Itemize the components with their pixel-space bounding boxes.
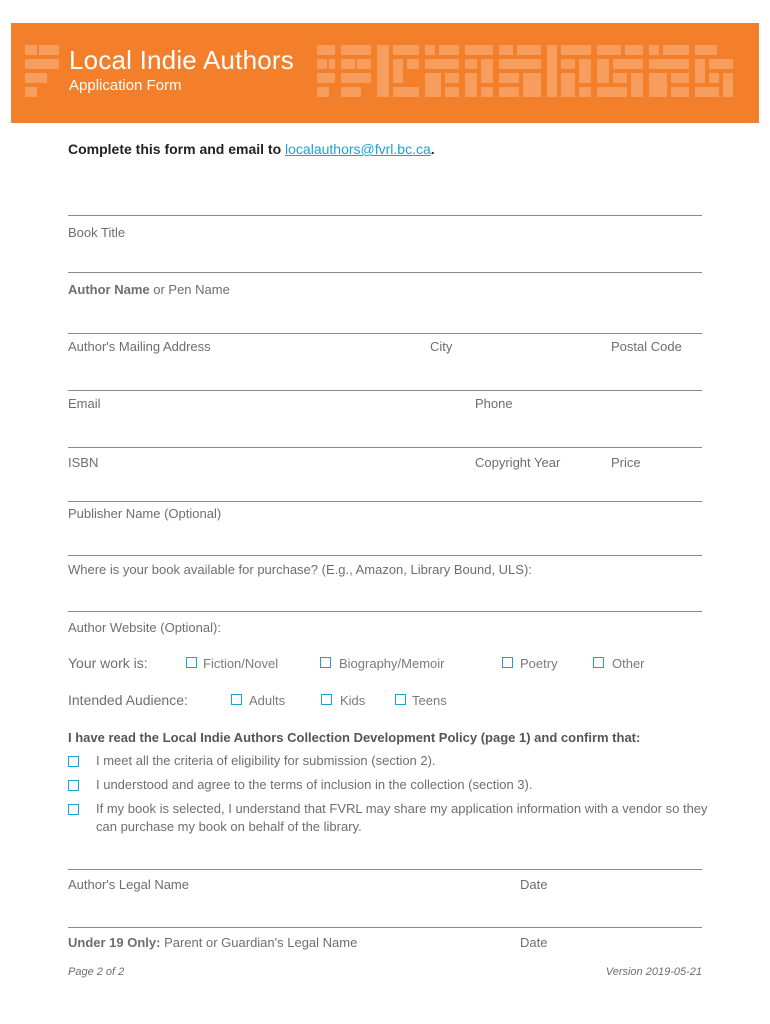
kids-option-label: Kids — [340, 693, 366, 708]
website-label: Author Website (Optional): — [68, 620, 221, 635]
version-label: Version 2019-05-21 — [605, 966, 702, 978]
guardian-name-label — [68, 935, 357, 950]
fiction-checkbox[interactable] — [186, 657, 197, 668]
poetry-option-label: Poetry — [520, 656, 558, 671]
publisher-label: Publisher Name (Optional) — [68, 506, 222, 521]
header-banner — [11, 23, 759, 123]
under19-bold: Under 19 Only: — [68, 935, 161, 950]
terms-checkbox[interactable] — [68, 780, 79, 791]
under19-rest: Parent or Guardian's Legal Name — [160, 935, 358, 950]
vendor-share-text-line1: If my book is selected, I understand that FVRL may share my application information with a vendor so they — [96, 801, 708, 816]
address-line[interactable] — [68, 333, 702, 334]
isbn-label: ISBN — [68, 455, 99, 470]
isbn-line[interactable] — [68, 447, 702, 448]
price-label: Price — [611, 455, 641, 470]
poetry-checkbox[interactable] — [502, 657, 513, 668]
other-option-label: Other — [612, 656, 645, 671]
teens-option-label: Teens — [412, 693, 447, 708]
copyright-year-label: Copyright Year — [475, 455, 561, 470]
biography-option-label: Biography/Memoir — [339, 656, 445, 671]
phone-label: Phone — [475, 396, 513, 411]
publisher-line[interactable] — [68, 501, 702, 502]
fiction-option-label: Fiction/Novel — [203, 656, 279, 671]
author-name-label — [68, 282, 230, 297]
email-link[interactable]: localauthors@fvrl.bc.ca — [285, 141, 431, 157]
legal-name-line[interactable] — [68, 869, 702, 870]
book-title-label: Book Title — [68, 225, 126, 240]
city-label: City — [430, 339, 453, 354]
author-name-rest: or Pen Name — [149, 282, 230, 297]
guardian-name-line[interactable] — [68, 927, 702, 928]
intro-suffix: . — [430, 141, 435, 157]
form-subtitle: Application Form — [69, 77, 182, 94]
eligibility-checkbox[interactable] — [68, 756, 79, 767]
page-number: Page 2 of 2 — [68, 966, 125, 978]
address-label: Author's Mailing Address — [68, 339, 211, 354]
teens-checkbox[interactable] — [395, 694, 406, 705]
eligibility-text: I meet all the criteria of eligibility for submission (section 2). — [96, 753, 436, 768]
date-label-1: Date — [520, 877, 548, 892]
policy-statement: I have read the Local Indie Authors Collection Development Policy (page 1) and confirm that: — [68, 730, 641, 745]
intro-line — [68, 141, 435, 157]
adults-option-label: Adults — [249, 693, 286, 708]
email-label: Email — [68, 396, 101, 411]
availability-label: Where is your book available for purchase? (E.g., Amazon, Library Bound, ULS): — [68, 562, 532, 577]
email-line[interactable] — [68, 390, 702, 391]
biography-checkbox[interactable] — [320, 657, 331, 668]
adults-checkbox[interactable] — [231, 694, 242, 705]
work-type-label: Your work is: — [68, 655, 148, 671]
availability-line[interactable] — [68, 555, 702, 556]
author-name-line[interactable] — [68, 272, 702, 273]
kids-checkbox[interactable] — [321, 694, 332, 705]
legal-name-label: Author's Legal Name — [68, 877, 189, 892]
website-line[interactable] — [68, 611, 702, 612]
book-title-line[interactable] — [68, 215, 702, 216]
terms-text: I understood and agree to the terms of inclusion in the collection (section 3). — [96, 777, 533, 792]
date-label-2: Date — [520, 935, 548, 950]
audience-label: Intended Audience: — [68, 692, 188, 708]
vendor-share-checkbox[interactable] — [68, 804, 79, 815]
vendor-share-text-line2: can purchase my book on behalf of the library. — [96, 819, 362, 834]
intro-text: Complete this form and email to — [68, 141, 286, 157]
form-title: Local Indie Authors — [69, 45, 294, 75]
author-name-bold: Author Name — [68, 282, 150, 297]
other-checkbox[interactable] — [593, 657, 604, 668]
postal-code-label: Postal Code — [611, 339, 682, 354]
